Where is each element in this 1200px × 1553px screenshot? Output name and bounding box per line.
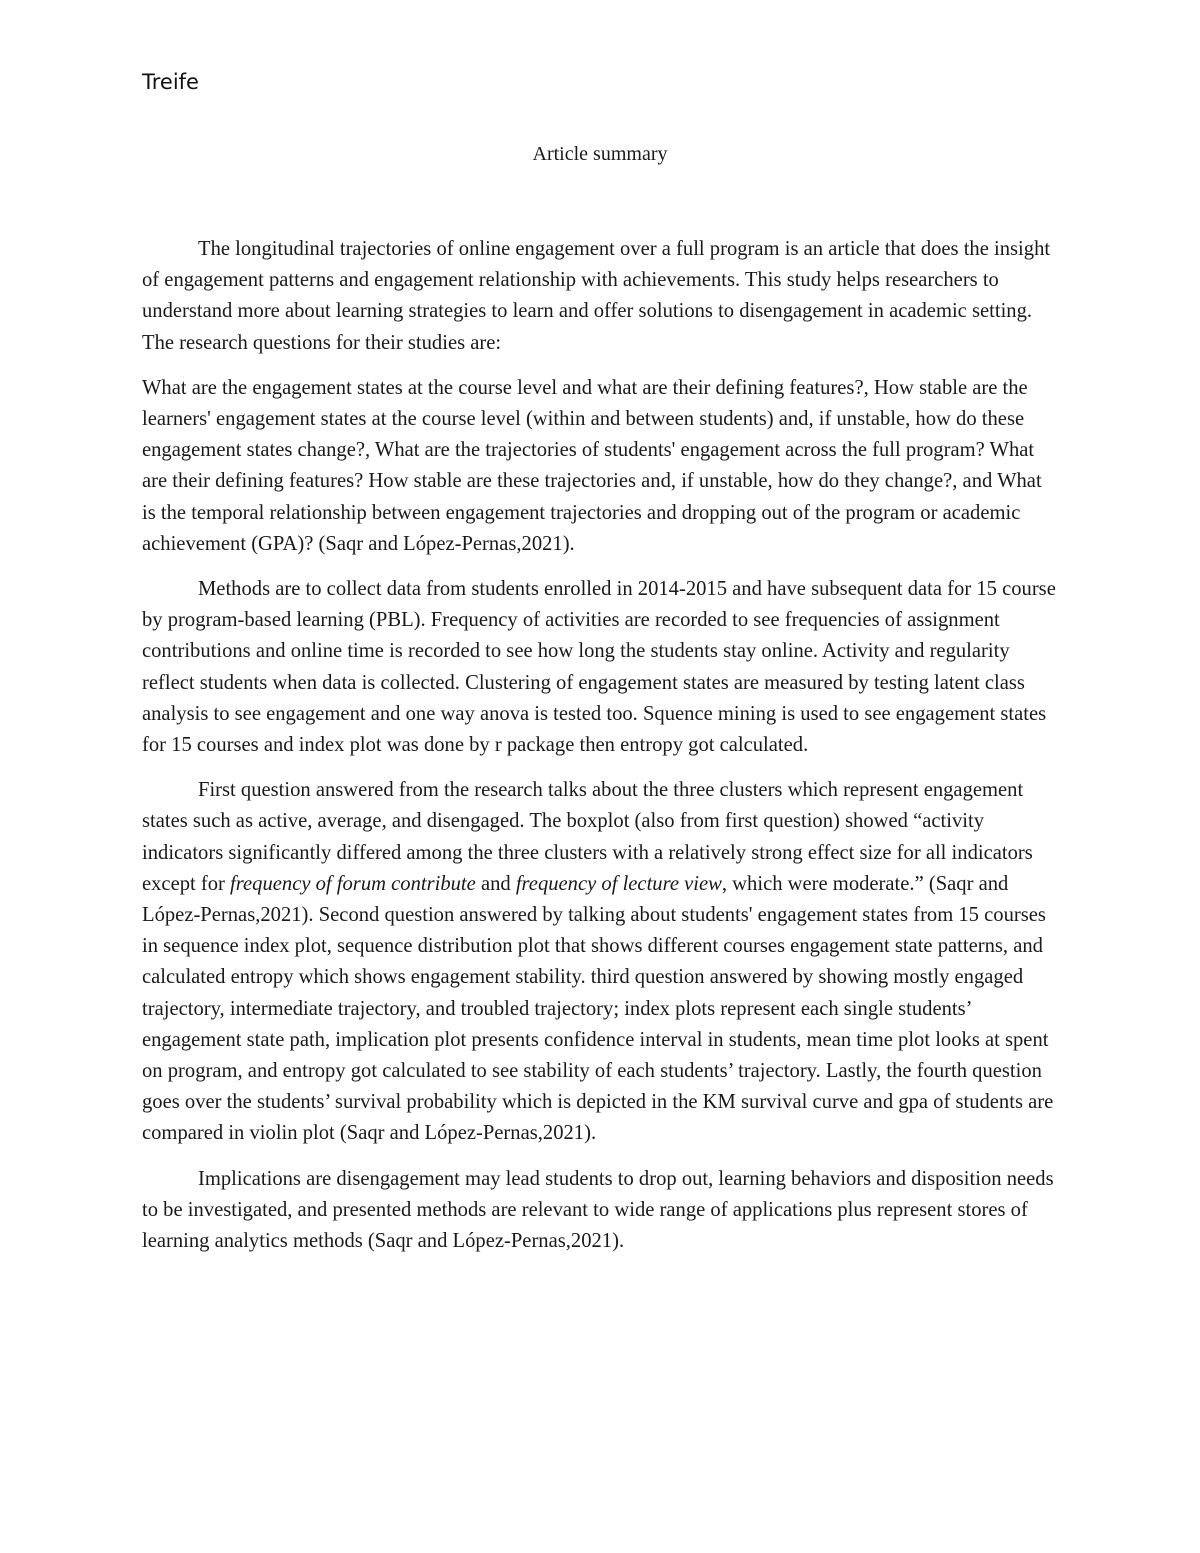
results-text-part-3: , which were moderate.” (Saqr and López-Pernas,2021). Second question answered by talking about students' engagement states from 15 courses in sequence index plot, sequence distribution plot that shows different courses engagement state patterns, and calculated entropy which shows engagement stability. third question answered by showing mostly engaged trajectory, intermediate trajectory, and troubled trajectory; index plots represent each single students’ engagement state path, implication plot presents confidence interval in students, mean time plot looks at spent on program, and entropy got calculated to see stability of each students’ trajectory. Lastly, the fourth question goes over the students’ survival probability which is depicted in the KM survival curve and gpa of students are compared in violin plot (Saqr and López-Pernas,2021). [142, 872, 1054, 1145]
results-italic-lecture-view: frequency of lecture view [515, 872, 722, 895]
paragraph-methods: Methods are to collect data from students enrolled in 2014-2015 and have subsequent data for 15 course by program-based learning (PBL). Frequency of activities are recorded to see frequencies of assignment contributions and online time is recorded to see how long the students stay online. Activity and regularity reflect students when data is collected. Clustering of engagement states are measured by testing latent class analysis to see engagement and one way anova is tested too. Squence mining is used to see engagement states for 15 courses and index plot was done by r package then entropy got calculated. [142, 578, 1056, 757]
results-text-part-1: First question answered from the research talks about the three clusters which represent engagement states such as active, average, and disengaged. The boxplot (also from first question) showed “activity indicators significantly differed among the three clusters with a relatively strong effect size for all indicators except for [142, 779, 1033, 895]
paragraph-research-questions: What are the engagement states at the course level and what are their defining features?, How stable are the learners' engagement states at the course level (within and between students) and, if unstable, how do these engagement states change?, What are the trajectories of students' engagement across the full program? What are their defining features? How stable are these trajectories and, if unstable, how do they change?, and What is the temporal relationship between engagement trajectories and dropping out of the program or academic achievement (GPA)? (Saqr and López-Pernas,2021). [142, 376, 1042, 555]
header-author-name: Treife [142, 70, 199, 94]
paragraph-implications: Implications are disengagement may lead students to drop out, learning behaviors and disposition needs to be investigated, and presented methods are relevant to wide range of applications plus represent stores of learning analytics methods (Saqr and López-Pernas,2021). [142, 1167, 1054, 1253]
document-title: Article summary [532, 143, 668, 165]
document-body [142, 234, 1060, 1271]
paragraph-introduction: The longitudinal trajectories of online engagement over a full program is an article that does the insight of engagement patterns and engagement relationship with achievements. This study helps researchers to understand more about learning strategies to learn and offer solutions to disengagement in academic setting. The research questions for their studies are: [142, 238, 1051, 354]
results-italic-forum-contribute: frequency of forum contribute [230, 872, 476, 895]
results-text-part-2: and [475, 872, 516, 895]
paragraph-results [142, 775, 1060, 1149]
